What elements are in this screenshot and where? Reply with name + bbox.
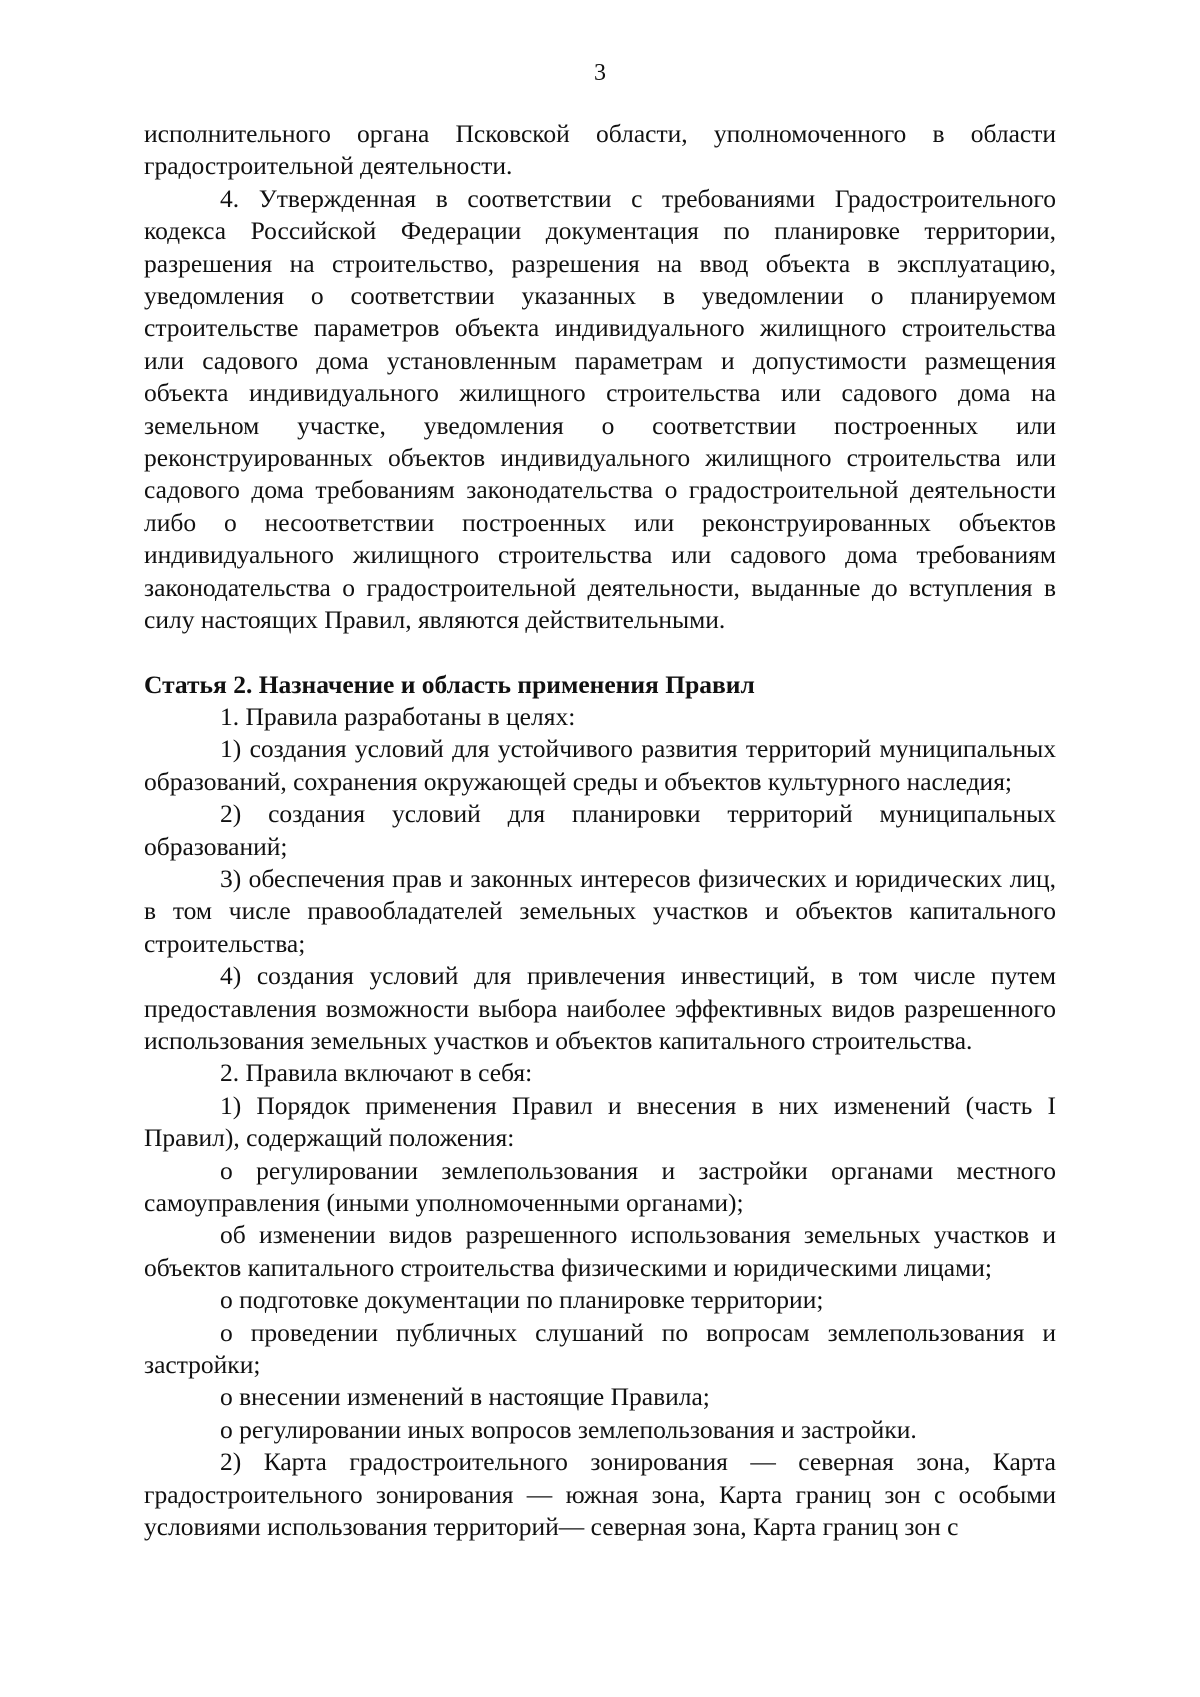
article-paragraph: о подготовке документации по планировке территории;: [220, 1285, 824, 1315]
article-paragraph: об изменении видов разрешенного использования земельных участков и объектов капитального строительства физическими и юридическими лицами;: [144, 1220, 1056, 1282]
article-2: [144, 669, 1056, 1544]
article-paragraph: 1) Порядок применения Правил и внесения в них изменений (часть I Правил), содержащий положения:: [144, 1090, 1056, 1153]
paragraph-item-4: 4. Утвержденная в соответствии с требованиями Градостроительного кодекса Российской Федерации документация по планировке территории, разрешения на строительство, разрешения на ввод объекта в эксплуатацию, уведомления о соответствии указанных в уведомлении о планируемом строительстве параметров объекта индивидуального жилищного строительства или садового дома установленным параметрам и допустимости размещения объекта индивидуального жилищного строительства или садового дома на земельном участке, уведомления о соответствии построенных или реконструированных объектов индивидуального жилищного строительства или садового дома требованиям законодательства о градостроительной деятельности либо о несоответствии построенных или реконструированных объектов индивидуального жилищного строительства или садового дома требованиям законодательства о градостроительной деятельности, выданные до вступления в силу настоящих Правил, являются действительными.: [144, 183, 1056, 635]
article-paragraph: о проведении публичных слушаний по вопросам землепользования и застройки;: [144, 1317, 1056, 1380]
article-paragraph: 1) создания условий для устойчивого развития территорий муниципальных образований, сохранения окружающей среды и объектов культурного наследия;: [144, 734, 1056, 796]
article-paragraph: 1. Правила разработаны в целях:: [220, 701, 576, 731]
document-body: [144, 118, 1056, 1543]
article-paragraph: о внесении изменений в настоящие Правила;: [220, 1382, 710, 1412]
page-number: 3: [594, 60, 606, 86]
article-paragraph: о регулировании иных вопросов землепользования и застройки.: [220, 1414, 917, 1444]
preceding-text: [144, 118, 1056, 637]
article-paragraph: 3) обеспечения прав и законных интересов физических и юридических лиц, в том числе правообладателей земельных участков и объектов капитального строительства;: [144, 863, 1056, 958]
article-paragraph: о регулировании землепользования и застройки органами местного самоуправления (иными уполномоченными органами);: [144, 1155, 1056, 1217]
paragraph-continuation: исполнительного органа Псковской области, уполномоченного в области градостроительной деятельности.: [144, 119, 1056, 181]
article-paragraph: 2) создания условий для планировки территорий муниципальных образований;: [144, 799, 1056, 861]
article-paragraph: 2) Карта градостроительного зонирования — северная зона, Карта градостроительного зонирования — южная зона, Карта границ зон с особыми условиями использования территорий— северная зона, Карта границ зон с: [144, 1447, 1056, 1542]
article-heading: Статья 2. Назначение и область применения Правил: [144, 669, 755, 699]
article-paragraph: 4) создания условий для привлечения инвестиций, в том числе путем предоставления возможности выбора наиболее эффективных видов разрешенного использования земельных участков и объектов капитального строительства.: [144, 961, 1056, 1055]
article-paragraph: 2. Правила включают в себя:: [220, 1058, 533, 1088]
